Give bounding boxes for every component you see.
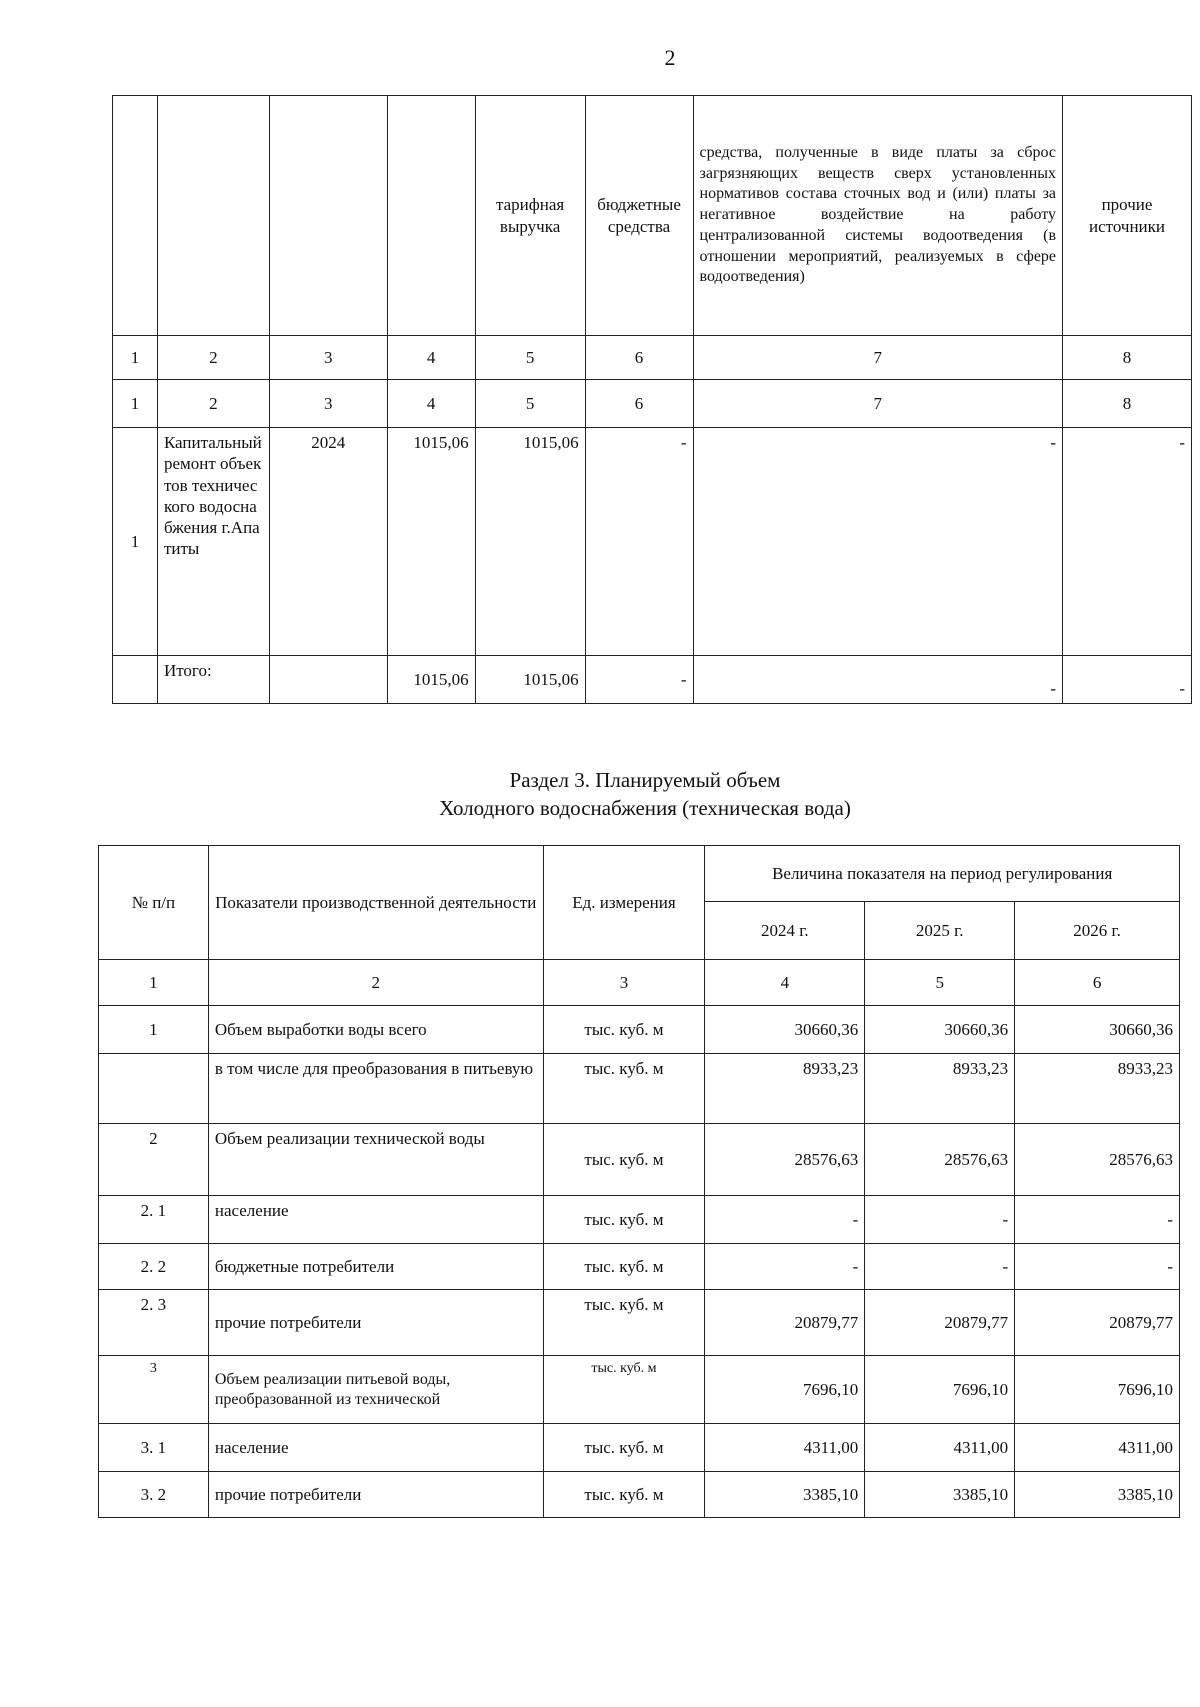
row-value-2024: 4311,00 [705,1424,865,1472]
row-value-2024: 30660,36 [705,1006,865,1054]
cell: 2 [157,336,269,380]
row-value-2025: 3385,10 [865,1472,1015,1518]
cell: 5 [475,336,585,380]
cell: 1 [99,960,209,1006]
row-value-2024: 20879,77 [705,1290,865,1356]
table2-column-numbers [99,960,1180,1006]
item-budget: - [585,428,693,656]
row-unit: тыс. куб. м [543,1424,705,1472]
table-row [99,1472,1180,1518]
cell: 4 [387,336,475,380]
row-num: 1 [99,1006,209,1054]
row-value-2024: 8933,23 [705,1054,865,1124]
header-indicator: Показатели производственной деятельности [208,846,543,960]
header-year-2024: 2024 г. [705,902,865,960]
row-num: 3 [99,1356,209,1424]
row-value-2026: 8933,23 [1015,1054,1180,1124]
section-title-line-1: Раздел 3. Планируемый объем [509,768,781,792]
total-tariff: 1015,06 [475,656,585,704]
row-name: население [208,1196,543,1244]
table1-item-row [113,428,1192,656]
cell: 5 [865,960,1015,1006]
row-name: Объем выработки воды всего [208,1006,543,1054]
row-num: 3. 1 [99,1424,209,1472]
item-total: 1015,06 [387,428,475,656]
cell: 3 [269,380,387,428]
row-value-2026: 7696,10 [1015,1356,1180,1424]
cell: 6 [585,336,693,380]
cell: 4 [387,380,475,428]
table1-number-row-1 [113,336,1192,380]
item-fees: - [693,428,1063,656]
row-name: Объем реализации технической воды [208,1124,543,1196]
total-fees: - [693,656,1063,704]
section-3-title [0,766,1200,823]
table-row [99,1244,1180,1290]
row-num: 3. 2 [99,1472,209,1518]
row-unit: тыс. куб. м [543,1244,705,1290]
row-value-2025: 8933,23 [865,1054,1015,1124]
cell: 4 [705,960,865,1006]
row-name: в том числе для преобразования в питьевую [208,1054,543,1124]
row-value-2026: 3385,10 [1015,1472,1180,1518]
row-unit: тыс. куб. м [543,1472,705,1518]
row-value-2025: 7696,10 [865,1356,1015,1424]
total-other: - [1063,656,1192,704]
row-name: Объем реализации питьевой воды, преобразованной из технической [208,1356,543,1424]
row-num: 2 [99,1124,209,1196]
total-label: Итого: [157,656,269,704]
table1-total-row [113,656,1192,704]
cell: 7 [693,336,1063,380]
item-tariff: 1015,06 [475,428,585,656]
row-name: прочие потребители [208,1290,543,1356]
cell: 1 [113,380,158,428]
page-number: 2 [664,45,676,70]
row-value-2025: - [865,1196,1015,1244]
item-name: Капитальный ремонт объектов технического водоснабжения г.Апатиты [157,428,269,656]
planned-volume-table [98,845,1180,1518]
header-budget: бюджетные средства [585,96,693,336]
row-num [99,1054,209,1124]
row-name: население [208,1424,543,1472]
row-value-2024: - [705,1196,865,1244]
table1-number-row-2 [113,380,1192,428]
table2-header-row-1 [99,846,1180,902]
section-title-line-2: Холодного водоснабжения (техническая вода) [439,796,851,821]
table-row [99,1424,1180,1472]
table-row [99,1356,1180,1424]
row-unit: тыс. куб. м [543,1006,705,1054]
cell: 2 [208,960,543,1006]
cell: 8 [1063,380,1192,428]
row-value-2026: 4311,00 [1015,1424,1180,1472]
table-row [99,1290,1180,1356]
total-sum: 1015,06 [387,656,475,704]
header-other: прочие источники [1063,96,1192,336]
row-value-2025: 4311,00 [865,1424,1015,1472]
header-unit: Ед. измерения [543,846,705,960]
row-unit: тыс. куб. м [543,1290,705,1356]
row-value-2026: 28576,63 [1015,1124,1180,1196]
row-value-2026: 30660,36 [1015,1006,1180,1054]
item-year: 2024 [269,428,387,656]
row-value-2025: 20879,77 [865,1290,1015,1356]
cell: 7 [693,380,1063,428]
row-name: прочие потребители [208,1472,543,1518]
header-value: Величина показателя на период регулирования [705,846,1180,902]
row-num: 2. 2 [99,1244,209,1290]
header-year-2025: 2025 г. [865,902,1015,960]
cell: 8 [1063,336,1192,380]
row-unit: тыс. куб. м [543,1124,705,1196]
table-row [99,1124,1180,1196]
financing-table [112,95,1192,704]
item-number: 1 [113,428,158,656]
cell: 3 [269,336,387,380]
row-unit: тыс. куб. м [543,1356,705,1424]
row-unit: тыс. куб. м [543,1054,705,1124]
cell: 3 [543,960,705,1006]
row-value-2025: - [865,1244,1015,1290]
header-num: № п/п [99,846,209,960]
cell: 6 [585,380,693,428]
header-fees: средства, полученные в виде платы за сброс загрязняющих веществ сверх установленных нормативов состава сточных вод и (или) платы за негативное воздействие на работу централизованной системы водоотведения (в отношении мероприятий, реализуемых в сфере водоотведения) [693,96,1063,336]
row-value-2025: 30660,36 [865,1006,1015,1054]
table-row [99,1006,1180,1054]
row-value-2025: 28576,63 [865,1124,1015,1196]
row-value-2026: - [1015,1196,1180,1244]
row-value-2024: 7696,10 [705,1356,865,1424]
cell: 6 [1015,960,1180,1006]
row-num: 2. 1 [99,1196,209,1244]
row-value-2024: 28576,63 [705,1124,865,1196]
total-budget: - [585,656,693,704]
row-value-2024: - [705,1244,865,1290]
table-row [99,1054,1180,1124]
row-value-2026: - [1015,1244,1180,1290]
header-year-2026: 2026 г. [1015,902,1180,960]
table-row [99,1196,1180,1244]
row-name: бюджетные потребители [208,1244,543,1290]
cell: 1 [113,336,158,380]
cell: 5 [475,380,585,428]
header-tariff: тарифная выручка [475,96,585,336]
table1-header-row [113,96,1192,336]
row-value-2024: 3385,10 [705,1472,865,1518]
item-other: - [1063,428,1192,656]
row-num: 2. 3 [99,1290,209,1356]
row-value-2026: 20879,77 [1015,1290,1180,1356]
row-unit: тыс. куб. м [543,1196,705,1244]
cell: 2 [157,380,269,428]
